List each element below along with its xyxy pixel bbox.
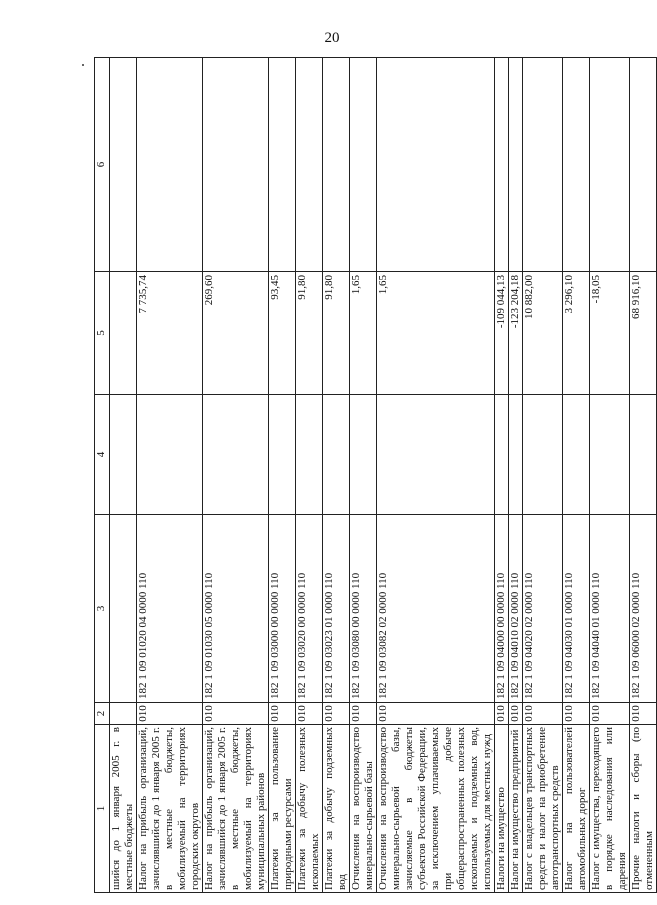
row-col6	[630, 58, 657, 272]
row-col4	[323, 395, 350, 515]
row-col6	[523, 58, 563, 272]
rotated-table-container	[94, 58, 655, 893]
row-code: 010	[137, 703, 203, 725]
row-code: 010	[296, 703, 323, 725]
row-col4	[137, 395, 203, 515]
row-col6	[495, 58, 509, 272]
row-col4	[110, 395, 137, 515]
row-code	[110, 703, 137, 725]
table-row	[269, 58, 296, 893]
row-code: 010	[377, 703, 495, 725]
row-amount: 1,65	[377, 272, 495, 395]
row-col6	[110, 58, 137, 272]
row-amount: 91,80	[296, 272, 323, 395]
table-row	[137, 58, 203, 893]
row-code: 010	[323, 703, 350, 725]
row-amount: 93,45	[269, 272, 296, 395]
row-code: 010	[523, 703, 563, 725]
row-col4	[523, 395, 563, 515]
row-kbk	[110, 515, 137, 703]
header-col-3: 3	[95, 515, 110, 703]
row-name: Отчисления на воспроизводство минерально-сырьевой базы	[350, 725, 377, 893]
table-row	[495, 58, 509, 893]
row-code: 010	[269, 703, 296, 725]
row-code: 010	[350, 703, 377, 725]
row-name: Платежи за пользование природными ресурсами	[269, 725, 296, 893]
row-amount: 91,80	[323, 272, 350, 395]
row-col6	[137, 58, 203, 272]
table-row	[296, 58, 323, 893]
row-col6	[323, 58, 350, 272]
row-col4	[563, 395, 590, 515]
page-number: 20	[324, 30, 340, 46]
row-col4	[350, 395, 377, 515]
row-name: Налог на имущество предприятий	[509, 725, 523, 893]
row-col6	[563, 58, 590, 272]
row-name: Налоги на имущество	[495, 725, 509, 893]
row-col4	[377, 395, 495, 515]
scan-speck	[82, 64, 84, 66]
table-row	[630, 58, 657, 893]
row-col6	[269, 58, 296, 272]
row-amount: 10 882,00	[523, 272, 563, 395]
row-col6	[377, 58, 495, 272]
row-code: 010	[563, 703, 590, 725]
table-row	[323, 58, 350, 893]
row-col4	[590, 395, 630, 515]
row-name: Налог на пользователей автомобильных дорог	[563, 725, 590, 893]
table-row	[203, 58, 269, 893]
header-col-2: 2	[95, 703, 110, 725]
header-row	[95, 58, 110, 893]
row-code: 010	[495, 703, 509, 725]
row-name: Прочие налоги и сборы (по отмененным	[630, 725, 657, 893]
budget-table	[94, 57, 657, 893]
row-col6	[590, 58, 630, 272]
row-amount: 68 916,10	[630, 272, 657, 395]
table-row	[110, 58, 137, 893]
row-col6	[509, 58, 523, 272]
row-col4	[495, 395, 509, 515]
row-col6	[203, 58, 269, 272]
table-row	[509, 58, 523, 893]
row-kbk: 182 1 09 03080 00 0000 110	[350, 515, 377, 703]
row-kbk: 182 1 09 04000 00 0000 110	[495, 515, 509, 703]
row-kbk: 182 1 09 03082 02 0000 110	[377, 515, 495, 703]
table-row	[590, 58, 630, 893]
row-name: Налог с имущества, переходящего в порядке наследования или дарения	[590, 725, 630, 893]
row-name: Налог на прибыль организаций, зачислявшийся до 1 января 2005 г. в местные бюджеты, мобилизуемый на территориях муниципальных районов	[203, 725, 269, 893]
row-kbk: 182 1 09 01020 04 0000 110	[137, 515, 203, 703]
table-row	[350, 58, 377, 893]
row-code: 010	[590, 703, 630, 725]
header-col-4: 4	[95, 395, 110, 515]
row-amount: 3 296,10	[563, 272, 590, 395]
row-col4	[509, 395, 523, 515]
header-col-1: 1	[95, 725, 110, 893]
row-amount: 7 735,74	[137, 272, 203, 395]
row-name: Платежи за добычу подземных вод	[323, 725, 350, 893]
row-name: Платежи за добычу полезных ископаемых	[296, 725, 323, 893]
row-kbk: 182 1 09 03023 01 0000 110	[323, 515, 350, 703]
row-name: Налог на прибыль организаций, зачислявшийся до 1 января 2005 г. в местные бюджеты, мобилизуемый на территориях городских округов	[137, 725, 203, 893]
row-col4	[269, 395, 296, 515]
row-name: Отчисления на воспроизводство минерально-сырьевой базы, зачисляемые в бюджеты субъектов Российской Федерации, за исключением уплачиваемых при добыче общераспространенных полезных ископаемых и подземных вод, используемых для местных нужд	[377, 725, 495, 893]
row-kbk: 182 1 09 03000 00 0000 110	[269, 515, 296, 703]
table-row	[523, 58, 563, 893]
header-col-5: 5	[95, 272, 110, 395]
table-row	[377, 58, 495, 893]
table-row	[563, 58, 590, 893]
row-code: 010	[509, 703, 523, 725]
row-kbk: 182 1 09 01030 05 0000 110	[203, 515, 269, 703]
row-col6	[296, 58, 323, 272]
header-col-6: 6	[95, 58, 110, 272]
row-kbk: 182 1 09 04010 02 0000 110	[509, 515, 523, 703]
row-name: шийся до 1 января 2005 г. в местные бюджеты	[110, 725, 137, 893]
row-code: 010	[630, 703, 657, 725]
row-amount: -123 204,18	[509, 272, 523, 395]
row-col4	[203, 395, 269, 515]
row-amount	[110, 272, 137, 395]
row-col4	[296, 395, 323, 515]
row-amount: 269,60	[203, 272, 269, 395]
row-kbk: 182 1 09 03020 00 0000 110	[296, 515, 323, 703]
row-code: 010	[203, 703, 269, 725]
row-kbk: 182 1 09 04030 01 0000 110	[563, 515, 590, 703]
row-amount: -109 044,13	[495, 272, 509, 395]
row-amount: 1,65	[350, 272, 377, 395]
row-amount: -18,05	[590, 272, 630, 395]
row-name: Налог с владельцев транспортных средств и налог на приобретение автотранспортных средств	[523, 725, 563, 893]
row-col4	[630, 395, 657, 515]
row-kbk: 182 1 09 04040 01 0000 110	[590, 515, 630, 703]
row-kbk: 182 1 09 06000 02 0000 110	[630, 515, 657, 703]
row-col6	[350, 58, 377, 272]
row-kbk: 182 1 09 04020 02 0000 110	[523, 515, 563, 703]
